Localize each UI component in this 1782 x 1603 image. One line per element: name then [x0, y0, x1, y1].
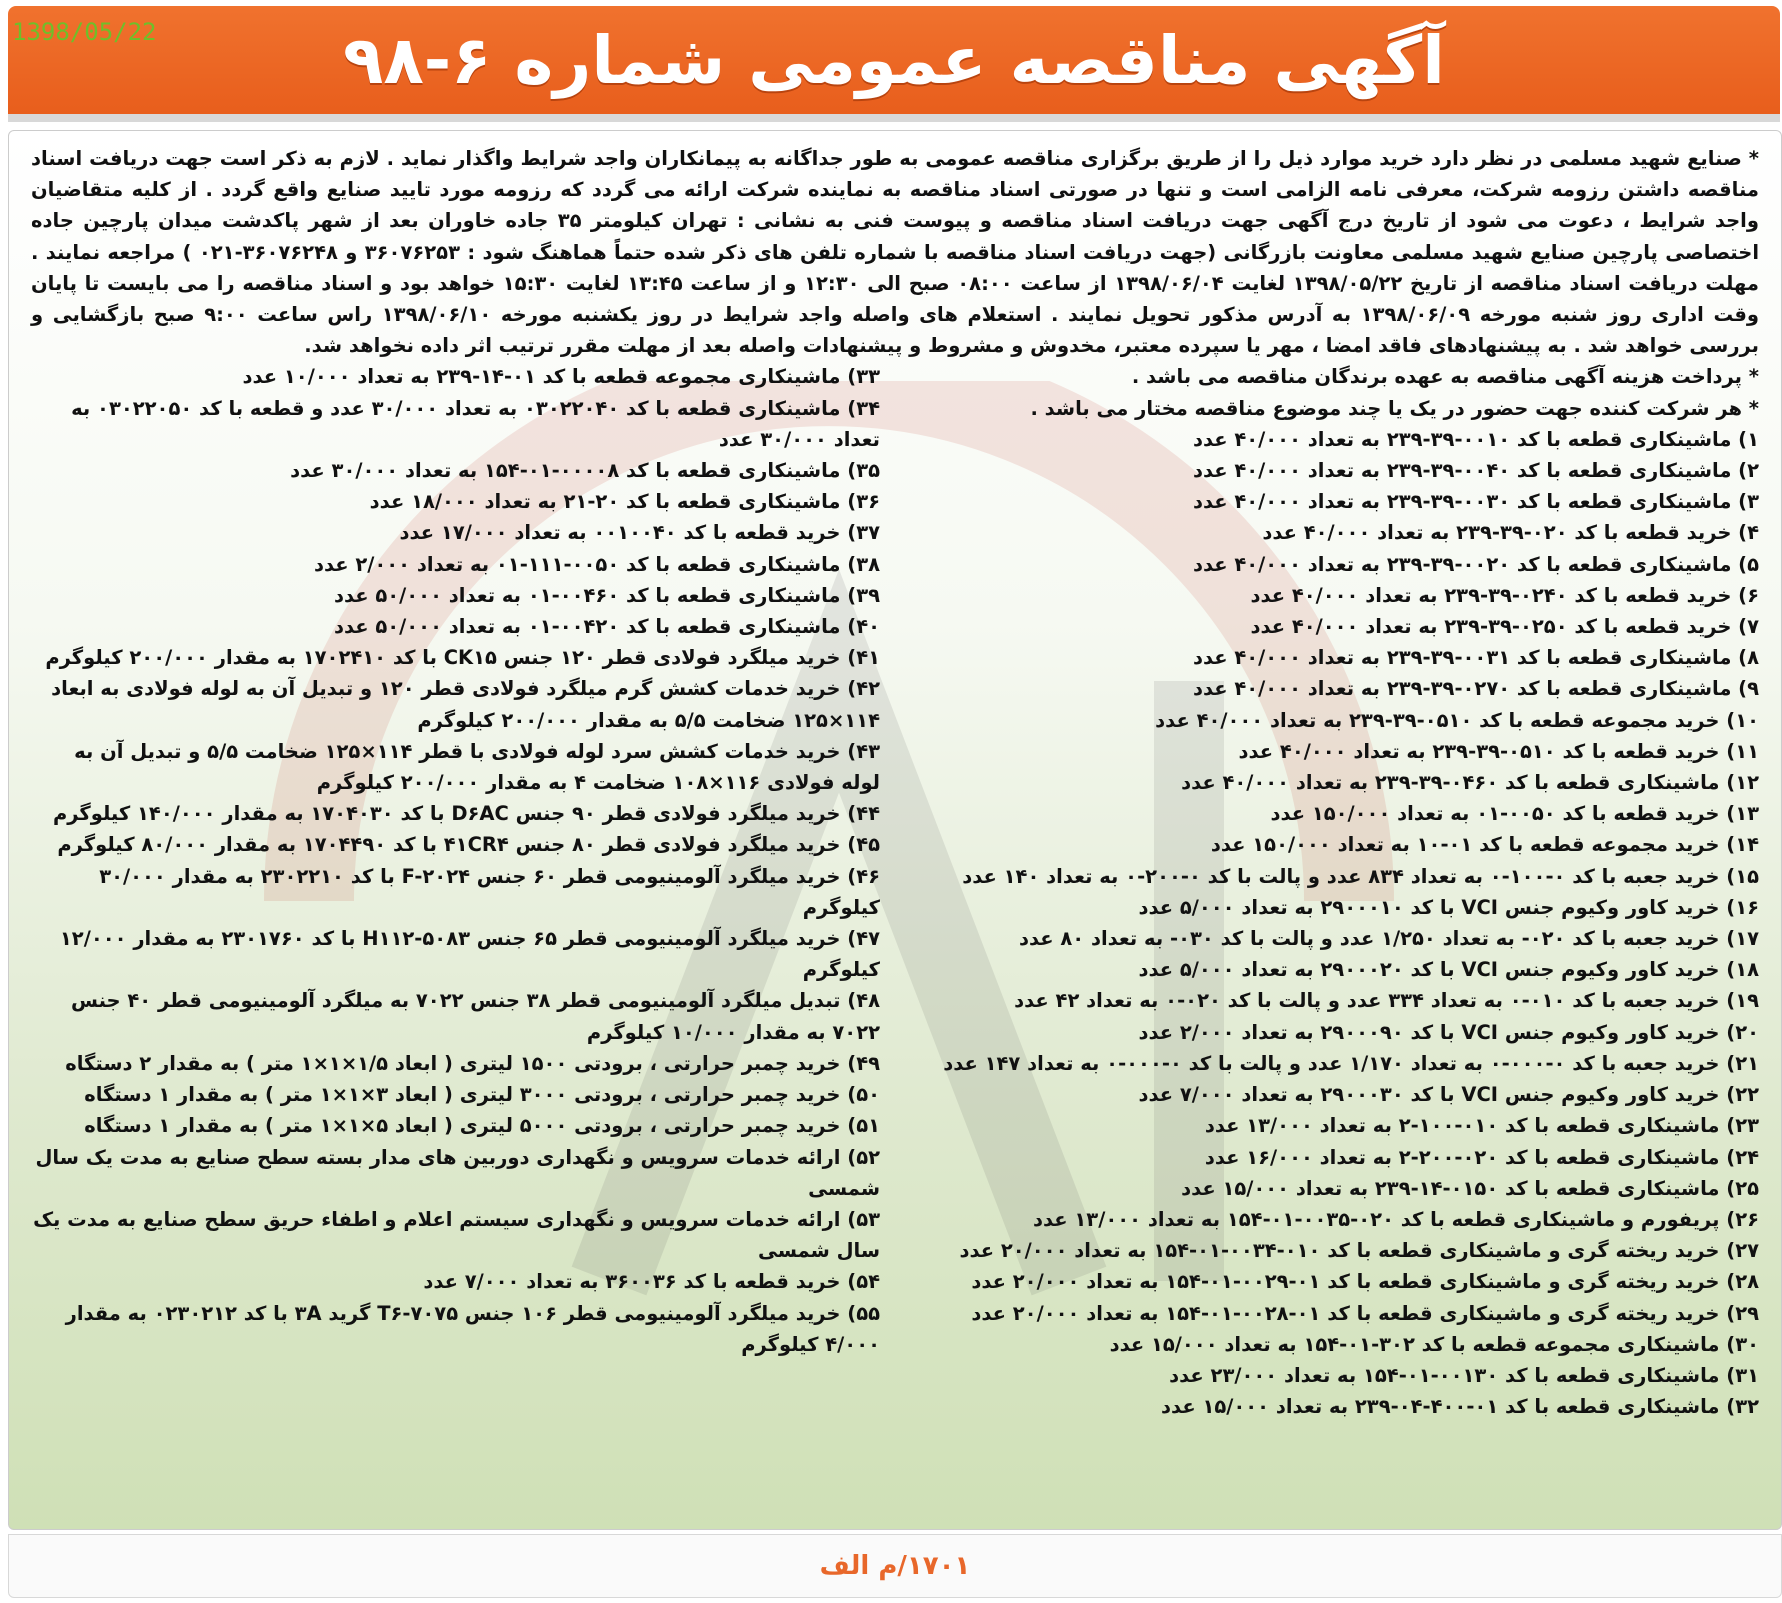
notice-content — [9, 131, 1781, 1422]
tender-item: ۷) خرید قطعه با کد ۰۲۵۰-۳۹-۲۳۹ به تعداد ۴۰/۰۰۰ عدد — [1250, 615, 1759, 639]
tender-item: ۵۰) خرید چمبر حرارتی ، برودتی ۳۰۰۰ لیتری ( ابعاد ۳×۱×۱ متر ) به مقدار ۱ دستگاه — [84, 1083, 880, 1107]
tender-item: ۲۲) خرید کاور وکیوم جنس VCI با کد ۲۹۰۰۰۳۰ به تعداد ۷/۰۰۰ عدد — [1138, 1083, 1759, 1107]
footer-bar — [8, 1534, 1782, 1598]
header-divider — [8, 114, 1780, 122]
tender-item: ۱۶) خرید کاور وکیوم جنس VCI با کد ۲۹۰۰۰۱۰ به تعداد ۵/۰۰۰ عدد — [1138, 895, 1759, 919]
tender-item: ۳۵) ماشینکاری قطعه با کد ۰۰۰۰۸-۰۱-۱۵۴ به تعداد ۳۰/۰۰۰ عدد — [290, 459, 880, 483]
tender-item: ۳۸) ماشینکاری قطعه با کد ۰۰۵۰-۱۱۱-۰۱ به تعداد ۲/۰۰۰ عدد — [313, 552, 880, 576]
tender-item: ۱۸) خرید کاور وکیوم جنس VCI با کد ۲۹۰۰۰۲۰ به تعداد ۵/۰۰۰ عدد — [1138, 958, 1759, 982]
tender-item: ۵) ماشینکاری قطعه با کد ۰۰۲۰-۳۹-۲۳۹ به تعداد ۴۰/۰۰۰ عدد — [1192, 552, 1759, 576]
tender-item: ۲) ماشینکاری قطعه با کد ۰۰۴۰-۳۹-۲۳۹ به تعداد ۴۰/۰۰۰ عدد — [1192, 459, 1759, 483]
date-stamp: 1398/05/22 — [12, 18, 157, 46]
tender-item: ۲۶) پریفورم و ماشینکاری قطعه با کد ۰۲۰-۰۰۳۵-۰۱-۱۵۴ به تعداد ۱۳/۰۰۰ عدد — [1033, 1207, 1759, 1231]
tender-item: ۳۶) ماشینکاری قطعه با کد ۲۰-۲۱ به تعداد ۱۸/۰۰۰ عدد — [369, 490, 880, 514]
tender-item: ۳۳) ماشینکاری مجموعه قطعه با کد ۰۱-۱۴-۲۳۹ به تعداد ۱۰/۰۰۰ عدد — [242, 365, 880, 389]
tender-item: ۲۴) ماشینکاری قطعه با کد ۰۲۰-۲۰۰-۲ به تعداد ۱۶/۰۰۰ عدد — [1204, 1145, 1759, 1169]
tender-item: ۱۴) خرید مجموعه قطعه با کد ۰۱-۱۰ به تعداد ۱۵۰/۰۰۰ عدد — [1210, 833, 1759, 857]
tender-item: ۴۹) خرید چمبر حرارتی ، برودتی ۱۵۰۰ لیتری ( ابعاد ۱/۵×۱×۱ متر ) به مقدار ۲ دستگاه — [65, 1051, 880, 1075]
tender-item: ۳۱) ماشینکاری قطعه با کد ۰۰۱۳۰-۰۱-۱۵۴ به تعداد ۲۳/۰۰۰ عدد — [1169, 1363, 1759, 1387]
tender-item: ۱) ماشینکاری قطعه با کد ۰۰۱۰-۳۹-۲۳۹ به تعداد ۴۰/۰۰۰ عدد — [1192, 427, 1759, 451]
tender-item: ۱۳) خرید قطعه با کد ۰۰۵۰-۰۱ به تعداد ۱۵۰/۰۰۰ عدد — [1270, 802, 1759, 826]
tender-item: ۴۳) خرید خدمات کشش سرد لوله فولادی با قطر ۱۱۴×۱۲۵ ضخامت ۵/۵ و تبدیل آن به لوله فولادی ۱۱۶×۱۰۸ ضخامت ۴ به مقدار ۲۰۰/۰۰۰ کیلوگرم — [74, 739, 880, 795]
tender-item: ۲۱) خرید جعبه با کد ۰-۰۰۰-۰ به تعداد ۱/۱۷۰ عدد و پالت با کد ۰-۰۰۰-۰ به تعداد ۱۴۷ عدد — [943, 1051, 1759, 1075]
tender-item: ۵۳) ارائه خدمات سرویس و نگهداری سیستم اعلام و اطفاء حریق سطح صنایع به مدت یک سال شمسی — [33, 1207, 880, 1263]
tender-item: ۱۹) خرید جعبه با کد ۰۱۰-۰ به تعداد ۳۳۴ عدد و پالت با کد ۰۲۰-۰ به تعداد ۴۲ عدد — [1014, 989, 1759, 1013]
tender-item: ۴) خرید قطعه با کد ۰۲۰-۳۹-۲۳۹ به تعداد ۴۰/۰۰۰ عدد — [1262, 521, 1759, 545]
tender-item: ۴۶) خرید میلگرد آلومینیومی قطر ۶۰ جنس F-۲۰۲۴ با کد ۲۳۰۲۲۱۰ به مقدار ۳۰/۰۰۰ کیلوگرم — [99, 864, 880, 919]
tender-item: ۲۰) خرید کاور وکیوم جنس VCI با کد ۲۹۰۰۰۹۰ به تعداد ۲/۰۰۰ عدد — [1138, 1020, 1759, 1044]
footer-code: ۱۷۰۱/م الف — [819, 1551, 971, 1581]
tender-item: ۱۱) خرید قطعه با کد ۰۵۱۰-۳۹-۲۳۹ به تعداد ۴۰/۰۰۰ عدد — [1238, 739, 1759, 763]
tender-item: ۵۵) خرید میلگرد آلومینیومی قطر ۱۰۶ جنس T۶-۷۰۷۵ گرید ۳A با کد ۰۲۳۰۲۱۲ به مقدار ۴/۰۰۰ کیلوگرم — [65, 1301, 880, 1356]
tender-item: ۲۹) خرید ریخته گری و ماشینکاری قطعه با کد ۰۱-۰۰۲۸-۰۱-۱۵۴ به تعداد ۲۰/۰۰۰ عدد — [971, 1301, 1759, 1325]
tender-item: ۴۵) خرید میلگرد فولادی قطر ۸۰ جنس ۴۱CR۴ با کد ۱۷۰۴۴۹۰ به مقدار ۸۰/۰۰۰ کیلوگرم — [57, 833, 880, 857]
tender-item: ۵۱) خرید چمبر حرارتی ، برودتی ۵۰۰۰ لیتری ( ابعاد ۵×۱×۱ متر ) به مقدار ۱ دستگاه — [84, 1114, 880, 1138]
note-line: * پرداخت هزینه آگهی مناقصه به عهده برندگان مناقصه می باشد . — [1131, 365, 1759, 389]
tender-item: ۲۵) ماشینکاری قطعه با کد ۰۱۵۰-۱۴-۲۳۹ به تعداد ۱۵/۰۰۰ عدد — [1181, 1176, 1759, 1200]
items-columns — [31, 361, 1759, 1422]
tender-item: ۱۰) خرید مجموعه قطعه با کد ۰۵۱۰-۳۹-۲۳۹ به تعداد ۴۰/۰۰۰ عدد — [1155, 708, 1759, 732]
page-title: آگهی مناقصه عمومی شماره ۶-۹۸ — [343, 21, 1445, 99]
notice-body — [8, 130, 1782, 1530]
tender-item: ۳۴) ماشینکاری قطعه با کد ۰۳۰۲۲۰۴۰ به تعداد ۳۰/۰۰۰ عدد و قطعه با کد ۰۳۰۲۲۰۵۰ به تعداد ۳۰/۰۰۰ عدد — [71, 396, 880, 451]
tender-item: ۹) ماشینکاری قطعه با کد ۰۲۷۰-۳۹-۲۳۹ به تعداد ۴۰/۰۰۰ عدد — [1192, 677, 1759, 701]
tender-item: ۲۷) خرید ریخته گری و ماشینکاری قطعه با کد ۰۱۰-۰۰۳۴-۰۱-۱۵۴ به تعداد ۲۰/۰۰۰ عدد — [959, 1239, 1759, 1263]
tender-item: ۵۴) خرید قطعه با کد ۳۶۰۰۳۶ به تعداد ۷/۰۰۰ عدد — [423, 1270, 880, 1294]
tender-item: ۱۵) خرید جعبه با کد ۰-۱۰۰-۰ به تعداد ۸۳۴ عدد و پالت با کد ۰-۲۰۰-۰ به تعداد ۱۴۰ عدد — [962, 864, 1759, 888]
tender-item: ۶) خرید قطعه با کد ۰۲۴۰-۳۹-۲۳۹ به تعداد ۴۰/۰۰۰ عدد — [1250, 583, 1759, 607]
tender-item: ۴۱) خرید میلگرد فولادی قطر ۱۲۰ جنس CK۱۵ با کد ۱۷۰۲۴۱۰ به مقدار ۲۰۰/۰۰۰ کیلوگرم — [45, 646, 880, 670]
tender-item: ۴۸) تبدیل میلگرد آلومینیومی قطر ۳۸ جنس ۷۰۲۲ به میلگرد آلومینیومی قطر ۴۰ جنس ۷۰۲۲ به مقدار ۱۰/۰۰۰ کیلوگرم — [71, 989, 880, 1044]
tender-item: ۱۷) خرید جعبه با کد ۰۲۰- به تعداد ۱/۲۵۰ عدد و پالت با کد ۰۳۰- به تعداد ۸۰ عدد — [1018, 927, 1759, 951]
header-banner — [8, 6, 1780, 114]
tender-item: ۴۰) ماشینکاری قطعه با کد ۰۰۴۲۰-۰۱ به تعداد ۵۰/۰۰۰ عدد — [333, 615, 880, 639]
tender-item: ۴۷) خرید میلگرد آلومینیومی قطر ۶۵ جنس H۱۱۲-۵۰۸۳ با کد ۲۳۰۱۷۶۰ به مقدار ۱۲/۰۰۰ کیلوگرم — [59, 927, 880, 982]
tender-item: ۵۲) ارائه خدمات سرویس و نگهداری دوربین های مدار بسته سطح صنایع به مدت یک سال شمسی — [35, 1145, 880, 1200]
tender-item: ۸) ماشینکاری قطعه با کد ۰۰۳۱-۳۹-۲۳۹ به تعداد ۴۰/۰۰۰ عدد — [1192, 646, 1759, 670]
tender-item: ۴۴) خرید میلگرد فولادی قطر ۹۰ جنس D۶AC با کد ۱۷۰۴۰۳۰ به مقدار ۱۴۰/۰۰۰ کیلوگرم — [52, 802, 880, 826]
tender-item: ۲۸) خرید ریخته گری و ماشینکاری قطعه با کد ۰۱-۰۰۲۹-۰۱-۱۵۴ به تعداد ۲۰/۰۰۰ عدد — [971, 1270, 1759, 1294]
tender-item: ۳) ماشینکاری قطعه با کد ۰۰۳۰-۳۹-۲۳۹ به تعداد ۴۰/۰۰۰ عدد — [1192, 490, 1759, 514]
note-line: * هر شرکت کننده جهت حضور در یک یا چند موضوع مناقصه مختار می باشد . — [1030, 396, 1759, 420]
tender-item: ۴۲) خرید خدمات کشش گرم میلگرد فولادی قطر ۱۲۰ و تبدیل آن به لوله فولادی به ابعاد ۱۱۴×۱۲۵ ضخامت ۵/۵ به مقدار ۲۰۰/۰۰۰ کیلوگرم — [51, 677, 880, 732]
tender-item: ۱۲) ماشینکاری قطعه با کد ۰۴۶۰-۳۹-۲۳۹ به تعداد ۴۰/۰۰۰ عدد — [1181, 771, 1759, 795]
intro-section — [31, 143, 1759, 361]
tender-item: ۲۳) ماشینکاری قطعه با کد ۰۱۰-۱۰۰-۲ به تعداد ۱۳/۰۰۰ عدد — [1204, 1114, 1759, 1138]
intro-paragraph: * صنایع شهید مسلمی در نظر دارد خرید موارد ذیل را از طریق برگزاری مناقصه عمومی به طور جداگانه به پیمانکاران واجد شرایط واگذار نماید . لازم به ذکر است جهت دریافت اسناد مناقصه داشتن رزومه شرکت، معرفی نامه الزامی است و تنها در صورتی اسناد مناقصه به نماینده شرکت ارائه می گردد که رزومه مورد تایید صنایع واقع گردد . از کلیه متقاضیان واجد شرایط ، دعوت می شود از تاریخ درج آگهی جهت دریافت اسناد مناقصه و پیوست فنی به نشانی : تهران کیلومتر ۳۵ جاده خاوران بعد از شهر پاکدشت میدان پارچین جاده اختصاصی پارچین صنایع شهید مسلمی معاونت بازرگانی (جهت دریافت اسناد مناقصه با شماره تلفن های ذکر شده حتماً هماهنگ شود : ۳۶۰۷۶۲۵۳ و ۳۶۰۷۶۲۴۸-۰۲۱ ) مراجعه نمایند . مهلت دریافت اسناد مناقصه از تاریخ ۱۳۹۸/۰۵/۲۲ لغایت ۱۳۹۸/۰۶/۰۴ از ساعت ۰۸:۰۰ صبح الی ۱۲:۳۰ و از ساعت ۱۳:۴۵ لغایت ۱۵:۳۰ خواهد بود و اسناد مناقصه را می بایست تا پایان وقت اداری روز شنبه مورخه ۱۳۹۸/۰۶/۰۹ به آدرس مذکور تحویل نمایند . استعلام های واصله واجد شرایط در روز یکشنبه مورخه ۱۳۹۸/۰۶/۱۰ راس ساعت ۹:۰۰ صبح بازگشایی و بررسی خواهد شد . به پیشنهادهای فاقد امضا ، مهر یا سپرده معتبر، مخدوش و مشروط و پیشنهادات واصله بعد از مهلت مقرر ترتیب اثر داده نخواهد شد. — [31, 147, 1760, 358]
tender-item: ۳۷) خرید قطعه با کد ۰۰۱۰۰۴۰ به تعداد ۱۷/۰۰۰ عدد — [399, 521, 880, 545]
tender-item: ۳۹) ماشینکاری قطعه با کد ۰۰۴۶۰-۰۱ به تعداد ۵۰/۰۰۰ عدد — [333, 583, 880, 607]
items-column-right — [900, 361, 1759, 1422]
tender-item: ۳۰) ماشینکاری مجموعه قطعه با کد ۳۰۲-۰۱-۱۵۴ به تعداد ۱۵/۰۰۰ عدد — [1109, 1332, 1759, 1356]
items-column-left — [31, 361, 880, 1422]
tender-item: ۳۲) ماشینکاری قطعه با کد ۰۱-۴۰۰-۰۴-۲۳۹ به تعداد ۱۵/۰۰۰ عدد — [1161, 1395, 1759, 1419]
